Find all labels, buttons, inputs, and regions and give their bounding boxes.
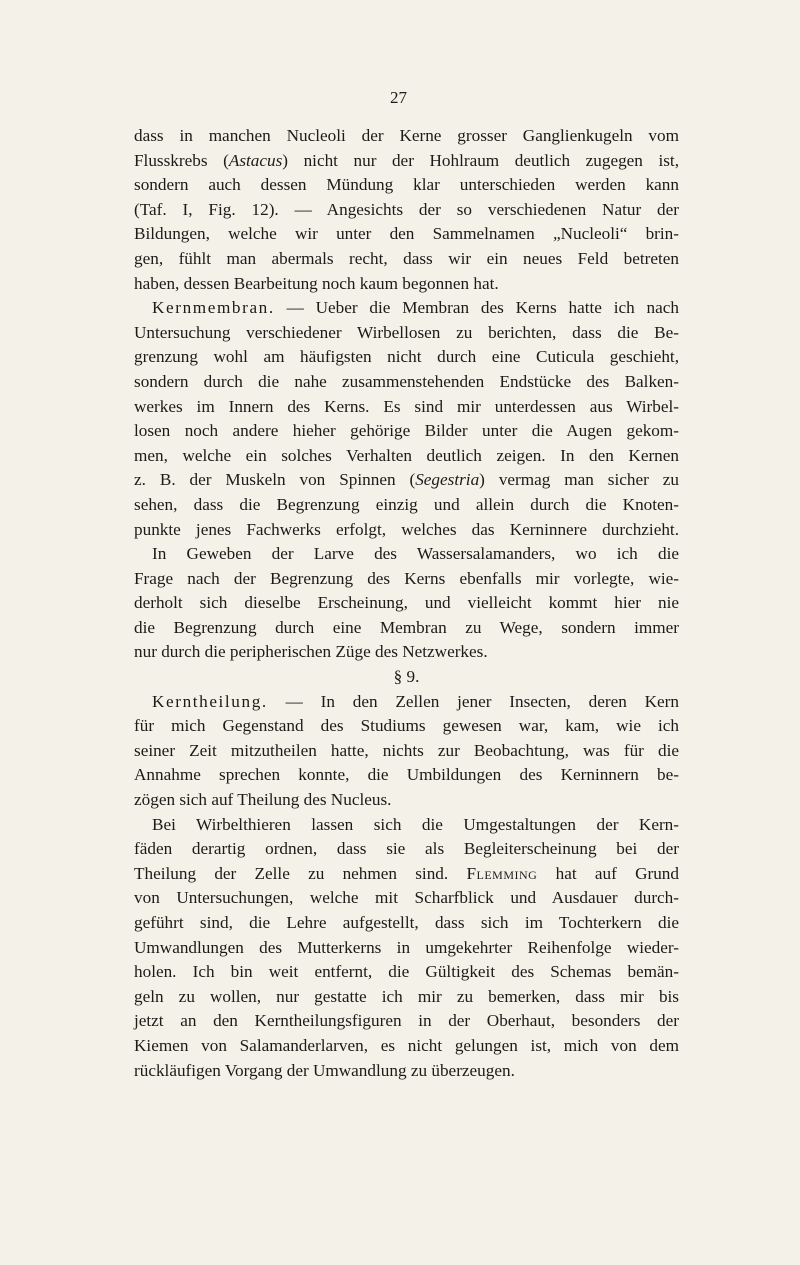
text-line: Kiemen von Salamanderlarven, es nicht gelungen ist, mich von dem bbox=[134, 1035, 679, 1055]
text-line: Umwandlungen des Mutterkerns in umgekehrter Reihenfolge wieder- bbox=[134, 937, 679, 957]
text-line: Frage nach der Begrenzung des Kerns ebenfalls mir vorlegte, wie- bbox=[134, 568, 679, 588]
text-line: z. B. der Muskeln von Spinnen (Segestria) vermag man sicher zu bbox=[134, 470, 679, 490]
text-line: von Untersuchungen, welche mit Scharfblick und Ausdauer durch- bbox=[134, 888, 679, 908]
text-line: Annahme sprechen konnte, die Umbildungen des Kerninnern be- bbox=[134, 765, 679, 785]
body-text bbox=[134, 124, 679, 1083]
text-line: fäden derartig ordnen, dass sie als Begleiterscheinung bei der bbox=[134, 839, 679, 859]
text-line: Kernmembran. — Ueber die Membran des Kerns hatte ich nach bbox=[152, 298, 679, 318]
text-line: punkte jenes Fachwerks erfolgt, welches das Kerninnere durchzieht. bbox=[134, 519, 679, 539]
text-line: sondern durch die nahe zusammenstehenden Endstücke des Balken- bbox=[134, 371, 679, 391]
taxon-name: Astacus bbox=[228, 150, 283, 170]
text-line: haben, dessen Bearbeitung noch kaum begonnen hat. bbox=[134, 273, 499, 293]
text-line: derholt sich dieselbe Erscheinung, und vielleicht kommt hier nie bbox=[134, 593, 679, 613]
text-line: losen noch andere hieher gehörige Bilder unter die Augen gekom- bbox=[134, 421, 679, 441]
text-line: Kerntheilung. — In den Zellen jener Insecten, deren Kern bbox=[152, 691, 679, 711]
text-line: dass in manchen Nucleoli der Kerne grosser Ganglienkugeln vom bbox=[134, 126, 679, 145]
text-line: Bei Wirbelthieren lassen sich die Umgestaltungen der Kern- bbox=[152, 814, 679, 834]
text-line: grenzung wohl am häufigsten nicht durch eine Cuticula geschieht, bbox=[134, 347, 679, 367]
text-line: geln zu wollen, nur gestatte ich mir zu bemerken, dass mir bis bbox=[134, 986, 679, 1006]
text-line: Untersuchung verschiedener Wirbellosen zu berichten, dass die Be- bbox=[134, 322, 679, 342]
text-line: men, welche ein solches Verhalten deutlich zeigen. In den Kernen bbox=[134, 445, 679, 465]
text-line: gen, fühlt man abermals recht, dass wir ein neues Feld betreten bbox=[134, 248, 679, 268]
text-line: Theilung der Zelle zu nehmen sind. Flemming hat auf Grund bbox=[134, 863, 679, 883]
text-line: zögen sich auf Theilung des Nucleus. bbox=[134, 790, 392, 810]
page-number: 27 bbox=[390, 88, 407, 107]
section-keyword: Kernmembran. bbox=[152, 298, 275, 318]
text-line: nur durch die peripherischen Züge des Netzwerkes. bbox=[134, 642, 488, 662]
text-line: für mich Gegenstand des Studiums gewesen war, kam, wie ich bbox=[134, 716, 679, 736]
text-line: sondern auch dessen Mündung klar unterschieden werden kann bbox=[134, 175, 679, 195]
section-keyword: Kerntheilung. bbox=[152, 691, 268, 711]
text-line: rückläufigen Vorgang der Umwandlung zu überzeugen. bbox=[134, 1060, 515, 1080]
text-line: werkes im Innern des Kerns. Es sind mir unterdessen aus Wirbel- bbox=[134, 396, 679, 416]
text-line: seiner Zeit mitzutheilen hatte, nichts zur Beobachtung, was für die bbox=[134, 740, 679, 760]
text-line: geführt sind, die Lehre aufgestellt, dass sich im Tochterkern die bbox=[134, 913, 679, 932]
taxon-name: Segestria bbox=[415, 470, 480, 490]
text-line: holen. Ich bin weit entfernt, die Gültigkeit des Schemas bemän- bbox=[134, 962, 679, 982]
section-heading: § 9. bbox=[393, 667, 420, 687]
text-line: (Taf. I, Fig. 12). — Angesichts der so verschiedenen Natur der bbox=[134, 199, 679, 219]
text-line: In Geweben der Larve des Wassersalamanders, wo ich die bbox=[152, 544, 679, 564]
text-line: sehen, dass die Begrenzung einzig und allein durch die Knoten- bbox=[134, 494, 679, 514]
text-line: die Begrenzung durch eine Membran zu Wege, sondern immer bbox=[134, 617, 679, 637]
text-line: Flusskrebs (Astacus) nicht nur der Hohlraum deutlich zugegen ist, bbox=[134, 150, 679, 170]
text-line: jetzt an den Kerntheilungsfiguren in der Oberhaut, besonders der bbox=[134, 1011, 679, 1031]
text-line: Bildungen, welche wir unter den Sammelnamen „Nucleoli“ brin- bbox=[134, 224, 679, 244]
author-name: Flemming bbox=[466, 863, 538, 883]
